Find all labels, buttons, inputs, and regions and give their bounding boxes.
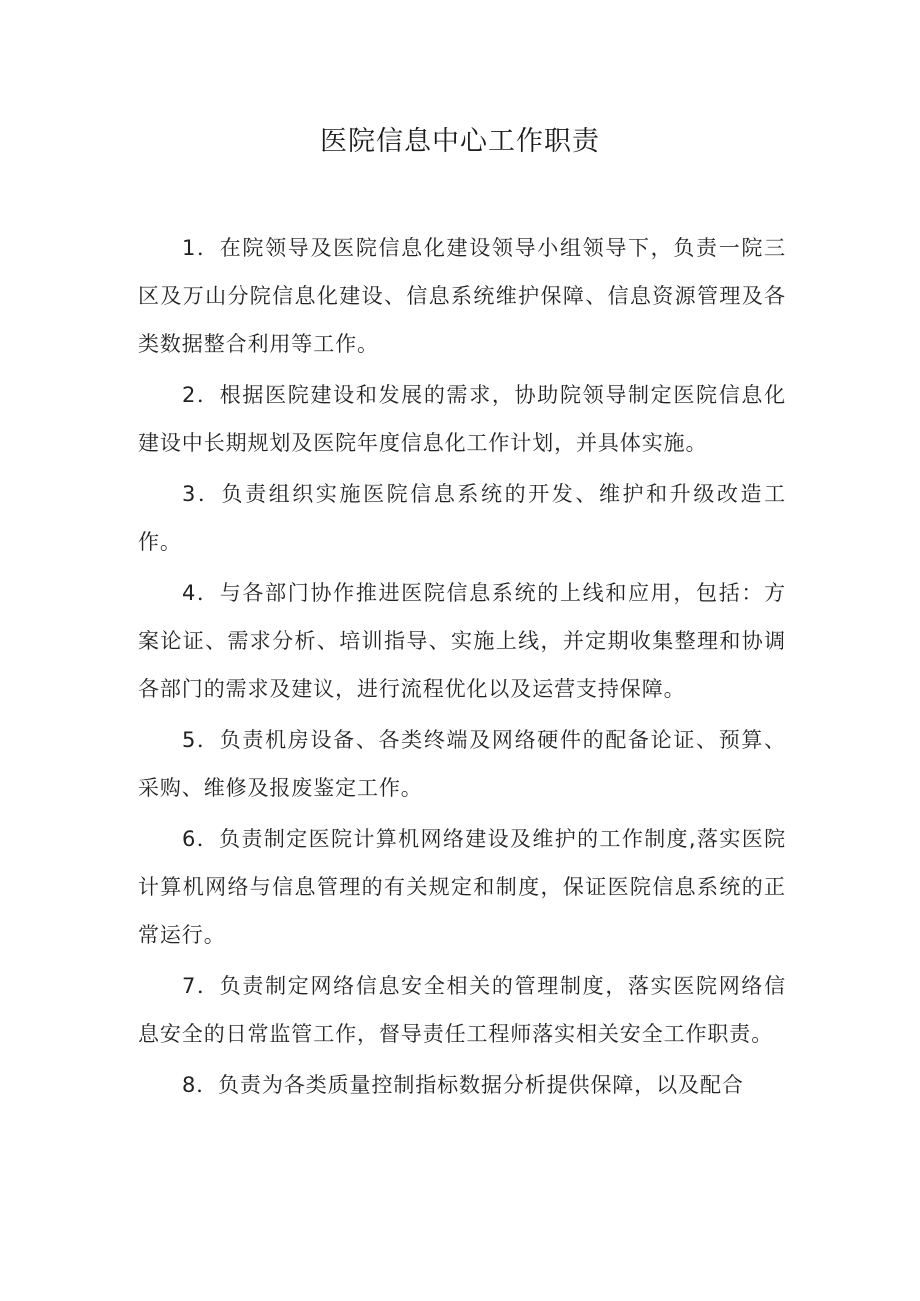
paragraph-3: 3．负责组织实施医院信息系统的开发、维护和升级改造工作。 — [138, 482, 786, 554]
paragraph-1: 1．在院领导及医院信息化建设领导小组领导下，负责一院三区及万山分院信息化建设、信息系统维护保障、信息资源管理及各类数据整合利用等工作。 — [138, 236, 786, 356]
paragraph-6: 6．负责制定医院计算机网络建设及维护的工作制度,落实医院计算机网络与信息管理的有关规定和制度，保证医院信息系统的正常运行。 — [138, 827, 786, 947]
paragraph-4: 4．与各部门协作推进医院信息系统的上线和应用，包括：方案论证、需求分析、培训指导、实施上线，并定期收集整理和协调各部门的需求及建议，进行流程优化以及运营支持保障。 — [138, 581, 786, 701]
paragraph-8: 8．负责为各类质量控制指标数据分析提供保障，以及配合 — [182, 1073, 744, 1097]
document-title: 医院信息中心工作职责 — [320, 126, 600, 157]
paragraph-7: 7．负责制定网络信息安全相关的管理制度，落实医院网络信息安全的日常监管工作，督导责任工程师落实相关安全工作职责。 — [138, 974, 786, 1046]
document-body — [138, 224, 786, 1112]
paragraph-5: 5．负责机房设备、各类终端及网络硬件的配备论证、预算、采购、维修及报废鉴定工作。 — [138, 728, 786, 800]
paragraph-2: 2．根据医院建设和发展的需求，协助院领导制定医院信息化建设中长期规划及医院年度信息化工作计划，并具体实施。 — [138, 383, 786, 455]
